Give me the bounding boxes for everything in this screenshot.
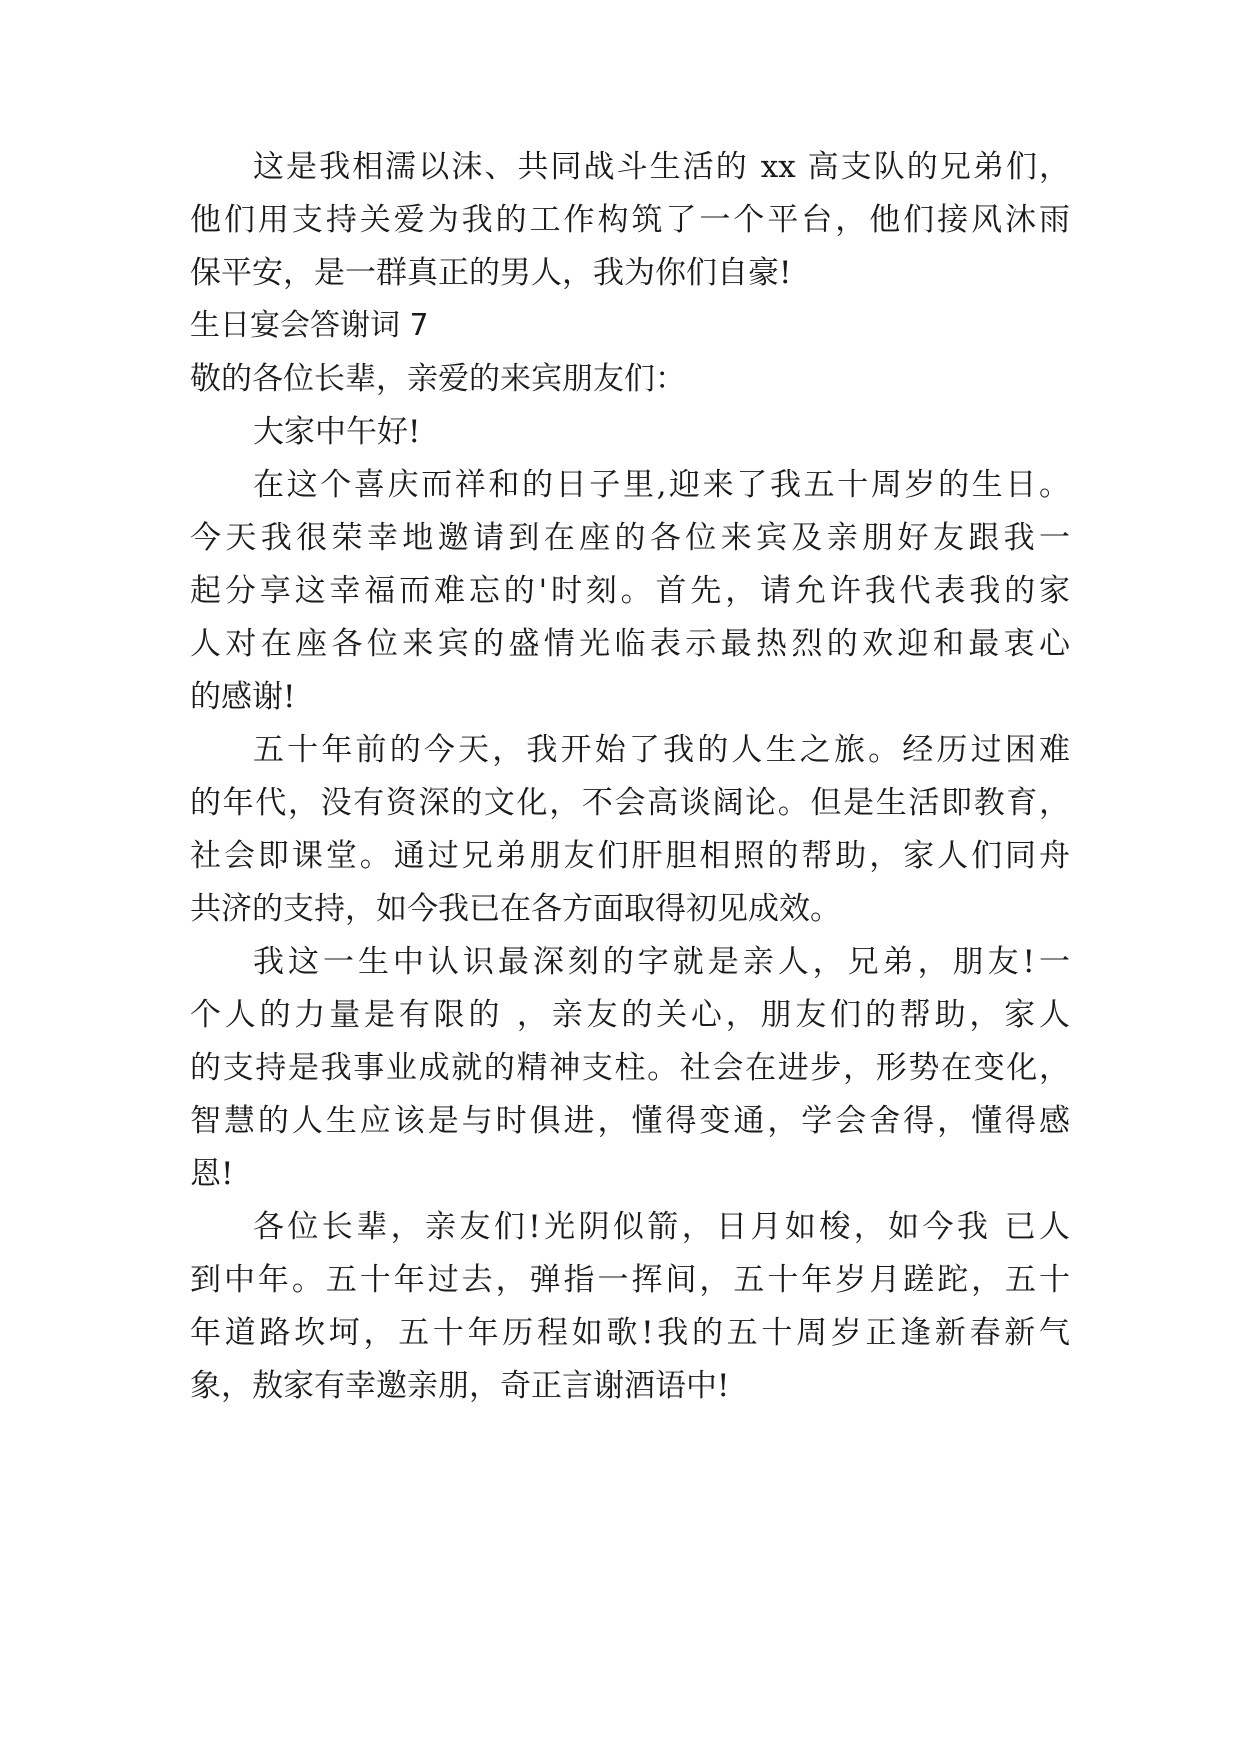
paragraph-line: 这是我相濡以沫、共同战斗生活的 xx 高支队的兄弟们， bbox=[253, 149, 1070, 185]
paragraph-line: 他们用支持关爱为我的工作构筑了一个平台，他们接风沐雨 bbox=[190, 202, 1070, 238]
paragraph-line: 人对在座各位来宾的盛情光临表示最热烈的欢迎和最衷心 bbox=[190, 626, 1070, 662]
paragraph-line: 个人的力量是有限的 ，亲友的关心，朋友们的帮助，家人 bbox=[190, 997, 1070, 1033]
paragraph-line: 智慧的人生应该是与时俱进，懂得变通，学会舍得，懂得感 bbox=[190, 1103, 1070, 1139]
paragraph-line: 的支持是我事业成就的精神支柱。社会在进步，形势在变化， bbox=[190, 1050, 1070, 1086]
section-heading: 生日宴会答谢词 7 bbox=[190, 308, 429, 343]
paragraph-line: 起分享这幸福而难忘的'时刻。首先，请允许我代表我的家 bbox=[190, 573, 1070, 609]
paragraph-line: 我这一生中认识最深刻的字就是亲人，兄弟，朋友!一 bbox=[253, 944, 1070, 980]
paragraph-line: 的年代，没有资深的文化，不会高谈阔论。但是生活即教育， bbox=[190, 785, 1070, 821]
greeting-line: 大家中午好! bbox=[253, 414, 421, 450]
paragraph-line: 象，敖家有幸邀亲朋，奇正言谢酒语中! bbox=[190, 1368, 730, 1404]
paragraph-line: 各位长辈，亲友们!光阴似箭，日月如梭，如今我 已人 bbox=[253, 1209, 1070, 1245]
paragraph-line: 五十年前的今天，我开始了我的人生之旅。经历过困难 bbox=[253, 732, 1070, 768]
paragraph-line: 保平安，是一群真正的男人，我为你们自豪! bbox=[190, 255, 792, 291]
paragraph-line: 共济的支持，如今我已在各方面取得初见成效。 bbox=[190, 891, 841, 927]
paragraph-line: 恩! bbox=[190, 1156, 234, 1192]
paragraph-line: 到中年。五十年过去，弹指一挥间，五十年岁月蹉跎，五十 bbox=[190, 1262, 1070, 1298]
paragraph-line: 年道路坎坷，五十年历程如歌!我的五十周岁正逢新春新气 bbox=[190, 1315, 1070, 1351]
salutation-line: 敬的各位长辈，亲爱的来宾朋友们： bbox=[190, 361, 686, 397]
paragraph-line: 社会即课堂。通过兄弟朋友们肝胆相照的帮助，家人们同舟 bbox=[190, 838, 1070, 874]
paragraph-line: 在这个喜庆而祥和的日子里,迎来了我五十周岁的生日。 bbox=[253, 467, 1070, 503]
paragraph-line: 今天我很荣幸地邀请到在座的各位来宾及亲朋好友跟我一 bbox=[190, 520, 1070, 556]
paragraph-line: 的感谢! bbox=[190, 679, 296, 715]
